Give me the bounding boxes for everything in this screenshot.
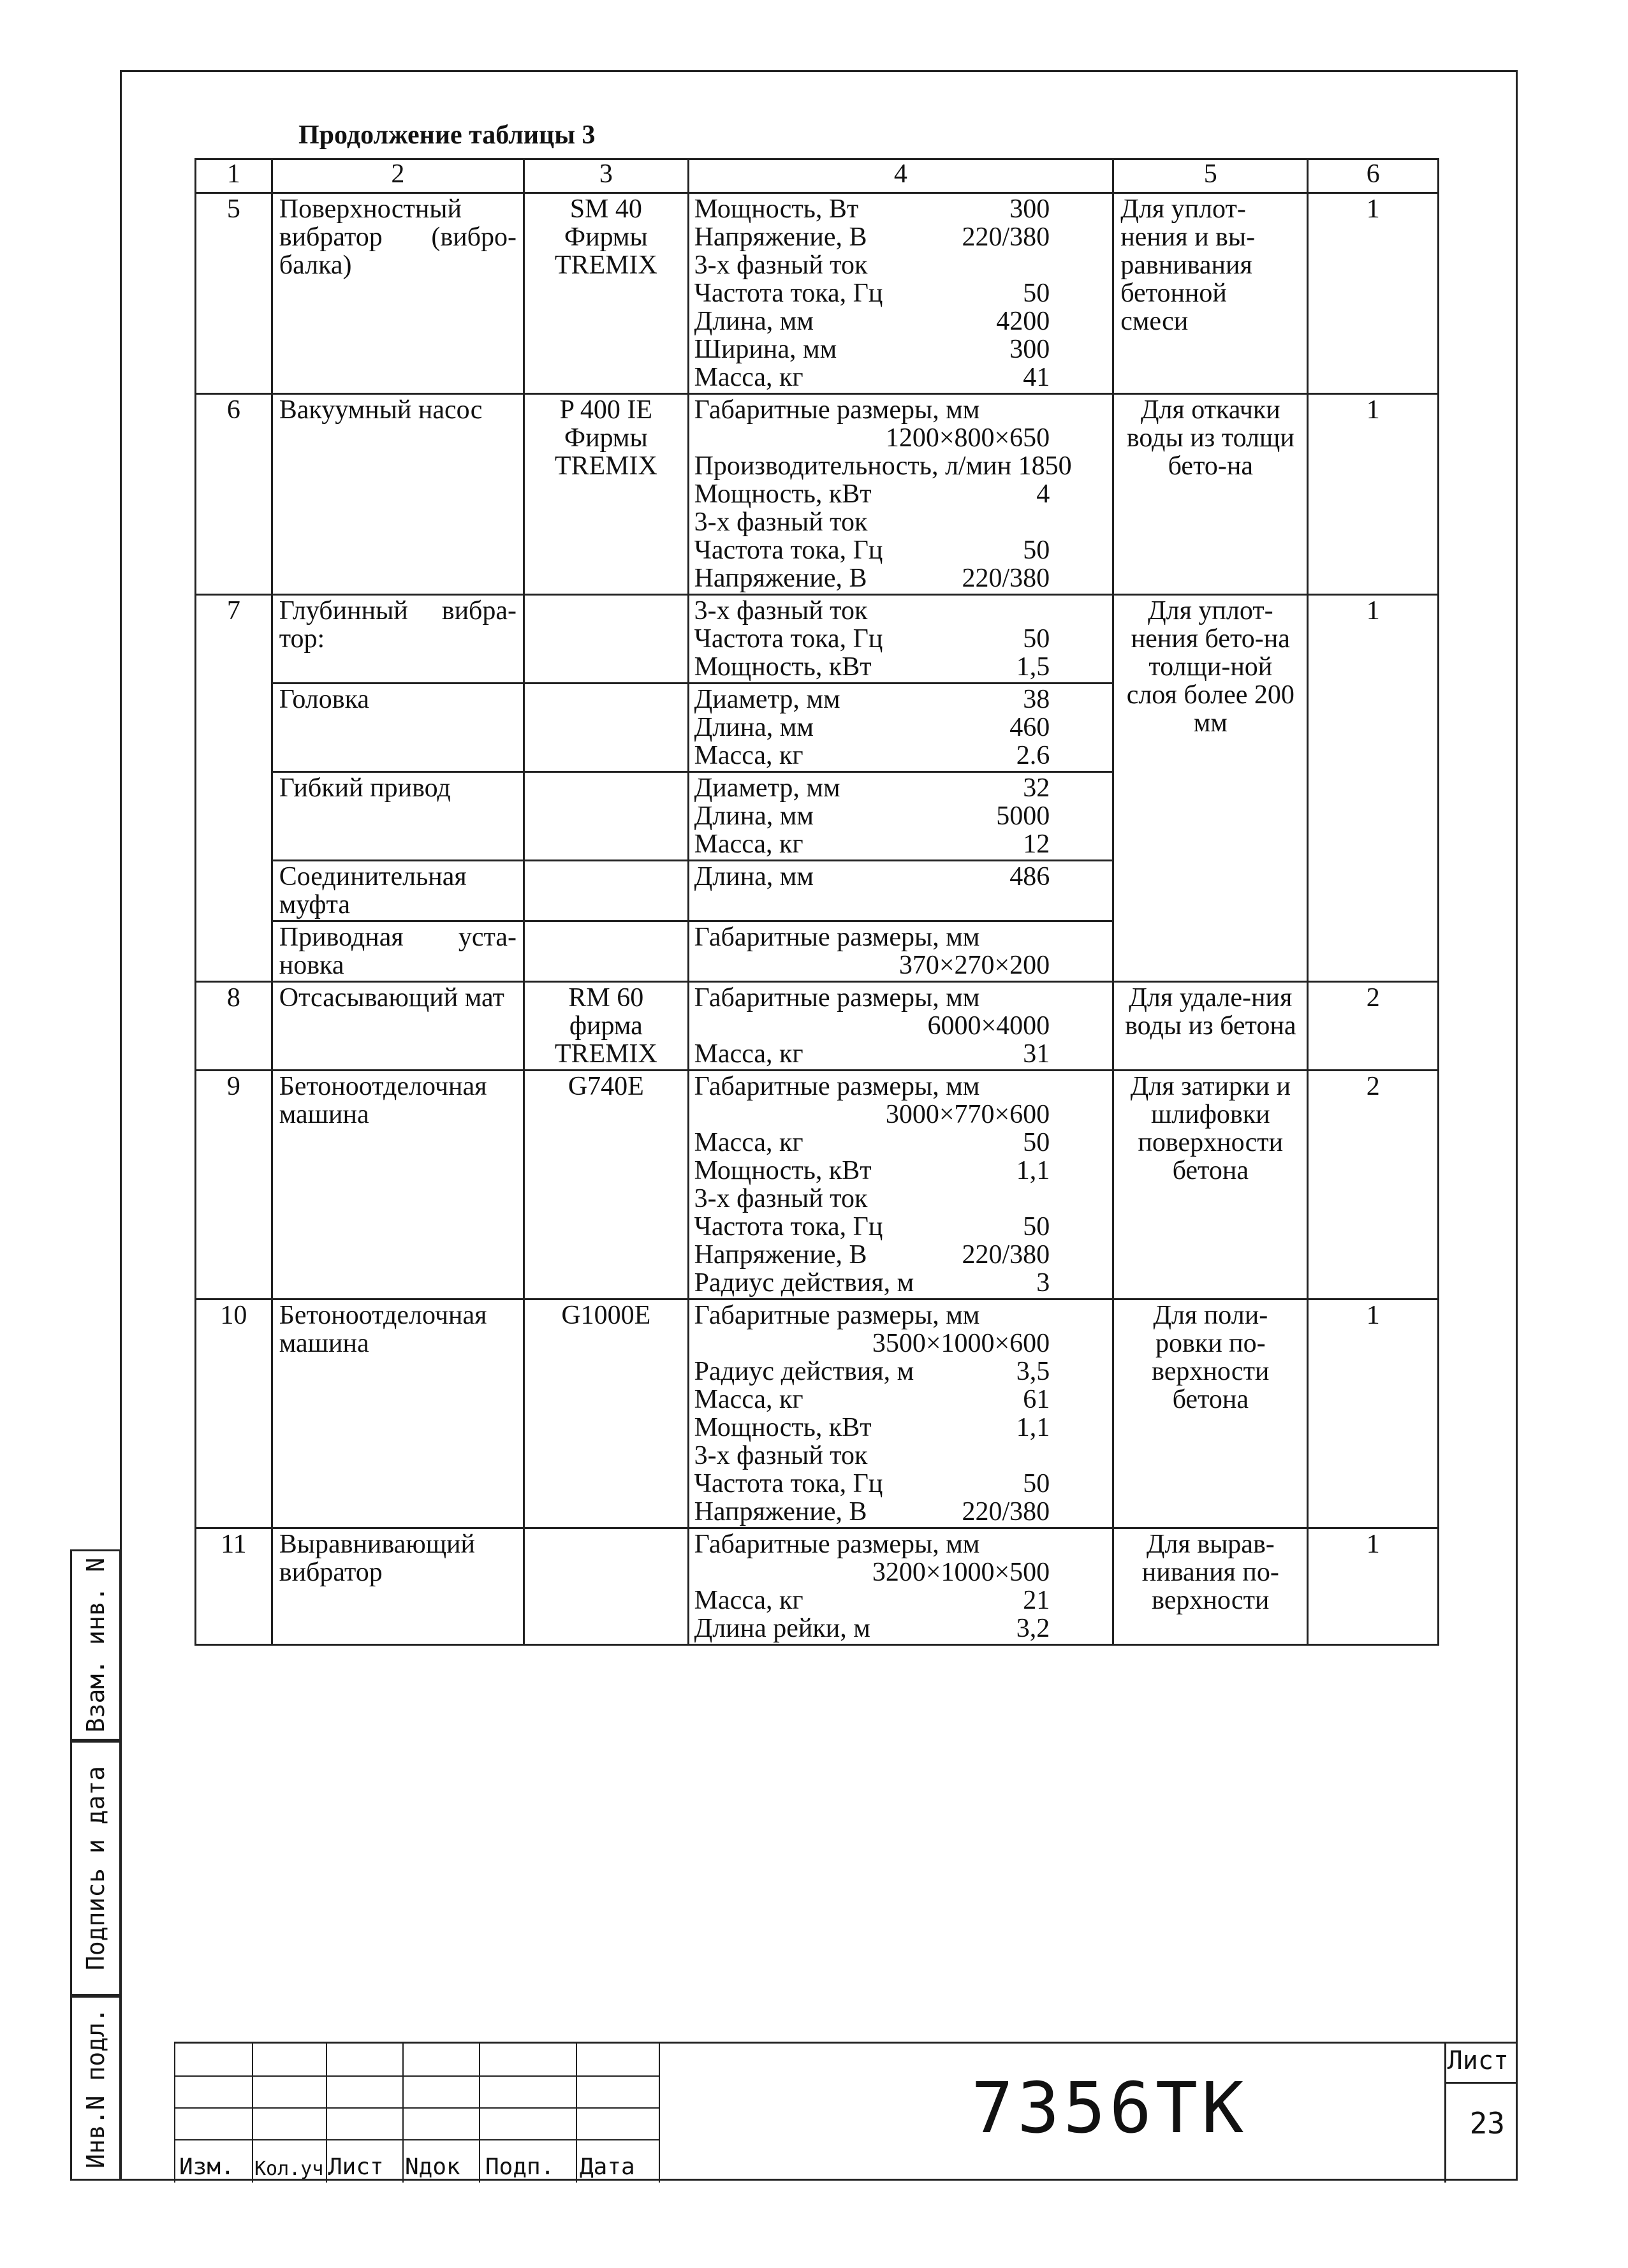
spec-line [694,1470,1108,1498]
header-cell: 2 [272,159,524,193]
specs-cell [688,394,1113,595]
table-row [196,1528,1439,1645]
spec-value: 5000 [996,801,1050,831]
spec-key: Частота тока, Гц [694,1469,883,1498]
spec-line [694,279,1108,307]
specs-cell [688,1528,1113,1645]
spec-value-line: 3500×1000×600 [872,1329,1050,1358]
specs-cell [688,861,1113,921]
spec-key: Длина, мм [694,713,814,742]
spec-line [694,802,1108,830]
equipment-purpose: Для вырав-нивания по-верхности [1113,1528,1308,1645]
spec-key: Мощность, кВт [694,1413,872,1442]
row-number: 11 [196,1528,272,1645]
spec-value: 1,1 [1016,1156,1050,1185]
spec-line [694,223,1108,251]
spec-value: 220/380 [962,1240,1050,1269]
col-label-sheet: Лист [328,2154,384,2180]
spec-key: Напряжение, В [694,1497,867,1526]
spec-value: 12 [1023,830,1050,859]
header-cell: 4 [688,159,1113,193]
spec-value: 50 [1023,1128,1050,1157]
spec-line [694,1040,1108,1068]
equipment-model [524,1528,689,1645]
spec-value-line: 370×270×200 [898,951,1050,980]
spec-value: 486 [1009,862,1050,891]
col-label-count: Кол.уч. [254,2158,335,2180]
spec-key: Масса, кг [694,1586,803,1615]
equipment-quantity: 1 [1308,1528,1439,1645]
specs-cell [688,595,1113,684]
spec-line: 3-х фазный ток [694,1184,868,1213]
spec-value: 3,2 [1016,1614,1050,1643]
spec-key: Длина, мм [694,862,814,891]
row-number: 6 [196,394,272,595]
spec-key: Частота тока, Гц [694,624,883,654]
col-label-change: Изм. [179,2154,235,2180]
sheet-number: 23 [1469,2106,1505,2140]
stamp-inventory-original [70,1996,121,2181]
equipment-name: Бетоноотделочная машина [272,1299,524,1528]
spec-value: 50 [1023,624,1050,654]
equipment-model: SM 40 Фирмы TREMIX [524,193,689,394]
specs-cell [688,982,1113,1071]
spec-line [694,195,1108,223]
table-row [196,394,1439,595]
spec-key: Масса, кг [694,363,803,392]
col-label-date: Дата [580,2154,635,2180]
stamp-signature-date-label: Подпись и дата [82,1766,110,1971]
header-cell: 6 [1308,159,1439,193]
spec-line [694,830,1108,858]
equipment-purpose: Для затирки и шлифовки поверхности бетона [1113,1071,1308,1299]
equipment-model: P 400 IE Фирмы TREMIX [524,394,689,595]
spec-value: 300 [1009,194,1050,224]
spec-value: 300 [1009,335,1050,364]
equipment-table [194,158,1439,1646]
spec-line [694,742,1108,770]
spec-line [694,1357,1108,1386]
spec-value: 4200 [996,307,1050,336]
spec-line [694,1414,1108,1442]
equipment-model: RM 60 фирма TREMIX [524,982,689,1071]
equipment-name: Глубинный вибра-тор: [272,595,524,684]
spec-value: 50 [1023,1469,1050,1498]
equipment-quantity: 2 [1308,982,1439,1071]
row-number: 7 [196,595,272,982]
spec-value: 50 [1023,536,1050,565]
spec-value: 220/380 [962,564,1050,593]
spec-value: 220/380 [962,1497,1050,1526]
spec-value: 50 [1023,279,1050,308]
header-row [196,159,1439,193]
equipment-model [524,684,689,772]
spec-line: Габаритные размеры, мм [694,983,980,1013]
stamp-inventory-original-label: Инв.N подл. [82,2008,110,2169]
spec-line [694,1213,1108,1241]
equipment-name: Поверхностный вибратор (вибро-балка) [272,193,524,394]
header-cell: 1 [196,159,272,193]
spec-value-line: 3200×1000×500 [872,1558,1050,1587]
equipment-model [524,861,689,921]
equipment-quantity: 1 [1308,595,1439,982]
table-row [196,1299,1439,1528]
specs-cell [688,193,1113,394]
spec-line [694,1498,1108,1526]
spec-line [694,625,1108,653]
col-label-signature: Подп. [485,2154,555,2180]
equipment-name: Выравнивающий вибратор [272,1528,524,1645]
spec-line [694,653,1108,681]
spec-line: 3-х фазный ток [694,508,868,537]
spec-value: 460 [1009,713,1050,742]
row-number: 10 [196,1299,272,1528]
spec-key: Диаметр, мм [694,685,840,714]
table-row [196,1071,1439,1299]
spec-value-line: 3000×770×600 [885,1100,1050,1129]
document-number: 7356ТК [971,2067,1248,2149]
spec-line: Габаритные размеры, мм [694,923,980,952]
specs-cell [688,772,1113,861]
spec-line [694,1157,1108,1185]
spec-line [694,1129,1108,1157]
specs-cell [688,1071,1113,1299]
equipment-name: Головка [272,684,524,772]
spec-line [694,335,1108,363]
row-number: 9 [196,1071,272,1299]
equipment-purpose: Для откачки воды из толщи бето-на [1113,394,1308,595]
spec-key: Диаметр, мм [694,773,840,803]
spec-key: Частота тока, Гц [694,536,883,565]
spec-line: Производительность, л/мин 1850 [694,451,1072,481]
spec-line [694,1586,1108,1614]
spec-value: 32 [1023,773,1050,803]
spec-value: 50 [1023,1212,1050,1241]
specs-cell [688,1299,1113,1528]
spec-line: 3-х фазный ток [694,251,868,280]
sheet-box [1444,2042,1518,2183]
spec-key: Мощность, кВт [694,479,872,509]
spec-key: Мощность, кВт [694,652,872,682]
spec-value: 220/380 [962,223,1050,252]
spec-line [694,536,1108,564]
spec-line [694,685,1108,713]
equipment-model: G740E [524,1071,689,1299]
spec-key: Напряжение, В [694,564,867,593]
spec-line: Габаритные размеры, мм [694,395,980,425]
equipment-purpose: Для поли-ровки по-верхности бетона [1113,1299,1308,1528]
equipment-quantity: 2 [1308,1071,1439,1299]
spec-line [694,1269,1108,1297]
spec-line [694,863,1108,891]
spec-line [694,307,1108,335]
equipment-name: Отсасывающий мат [272,982,524,1071]
spec-line [694,1386,1108,1414]
equipment-model [524,772,689,861]
equipment-purpose: Для уплот-нения бето-на толщи-ной слоя более 200 мм [1113,595,1308,982]
stamp-signature-date [70,1741,121,1996]
spec-line: 3-х фазный ток [694,1441,868,1470]
spec-key: Масса, кг [694,1039,803,1069]
stamp-replaced-inv [70,1549,121,1741]
spec-line: Габаритные размеры, мм [694,1301,980,1330]
table-caption: Продолжение таблицы 3 [298,121,596,150]
spec-value: 41 [1023,363,1050,392]
equipment-model [524,921,689,982]
spec-key: Ширина, мм [694,335,837,364]
spec-value-line: 1200×800×650 [885,423,1050,453]
revision-grid [174,2042,660,2183]
equipment-name: Вакуумный насос [272,394,524,595]
row-number: 5 [196,193,272,394]
table-row [196,193,1439,394]
spec-value-line: 6000×4000 [927,1011,1050,1041]
spec-value: 4 [1036,479,1050,509]
spec-key: Частота тока, Гц [694,279,883,308]
spec-key: Масса, кг [694,1385,803,1414]
spec-value: 2.6 [1016,741,1050,770]
equipment-name: Гибкий привод [272,772,524,861]
spec-line [694,774,1108,802]
spec-key: Напряжение, В [694,1240,867,1269]
equipment-purpose: Для уплот-нения и вы-равнивания бетонной смеси [1113,193,1308,394]
header-cell: 5 [1113,159,1308,193]
spec-key: Масса, кг [694,741,803,770]
spec-line [694,1241,1108,1269]
spec-line: Габаритные размеры, мм [694,1530,980,1559]
equipment-model: G1000E [524,1299,689,1528]
spec-key: Мощность, Вт [694,194,859,224]
spec-value: 21 [1023,1586,1050,1615]
header-cell: 3 [524,159,689,193]
spec-line [694,713,1108,742]
spec-key: Напряжение, В [694,223,867,252]
table-row [196,595,1439,684]
equipment-purpose: Для удале-ния воды из бетона [1113,982,1308,1071]
spec-value: 1,1 [1016,1413,1050,1442]
spec-line: 3-х фазный ток [694,596,868,626]
stamp-replaced-inv-label: Взам. инв. N [82,1557,110,1733]
spec-line: Габаритные размеры, мм [694,1072,980,1101]
spec-key: Мощность, кВт [694,1156,872,1185]
spec-key: Длина, мм [694,307,814,336]
spec-value: 38 [1023,685,1050,714]
spec-key: Радиус действия, м [694,1268,914,1298]
spec-value: 3 [1036,1268,1050,1298]
equipment-quantity: 1 [1308,394,1439,595]
spec-key: Частота тока, Гц [694,1212,883,1241]
spec-line [694,363,1108,391]
table-row [196,982,1439,1071]
title-block [174,2042,1518,2181]
spec-key: Масса, кг [694,1128,803,1157]
spec-value: 3,5 [1016,1357,1050,1386]
spec-line [694,480,1108,508]
row-number: 8 [196,982,272,1071]
spec-key: Радиус действия, м [694,1357,914,1386]
equipment-quantity: 1 [1308,193,1439,394]
spec-line [694,564,1108,592]
specs-cell [688,684,1113,772]
equipment-model [524,595,689,684]
equipment-name: Соединительная муфта [272,861,524,921]
spec-key: Длина, мм [694,801,814,831]
spec-key: Масса, кг [694,830,803,859]
equipment-name: Приводная уста-новка [272,921,524,982]
spec-value: 1,5 [1016,652,1050,682]
specs-cell [688,921,1113,982]
sheet-label: Лист [1447,2046,1509,2075]
spec-value: 31 [1023,1039,1050,1069]
spec-key: Длина рейки, м [694,1614,870,1643]
equipment-name: Бетоноотделочная машина [272,1071,524,1299]
col-label-docno: Nдок [405,2154,460,2180]
equipment-quantity: 1 [1308,1299,1439,1528]
spec-value: 61 [1023,1385,1050,1414]
spec-line [694,1614,1108,1642]
